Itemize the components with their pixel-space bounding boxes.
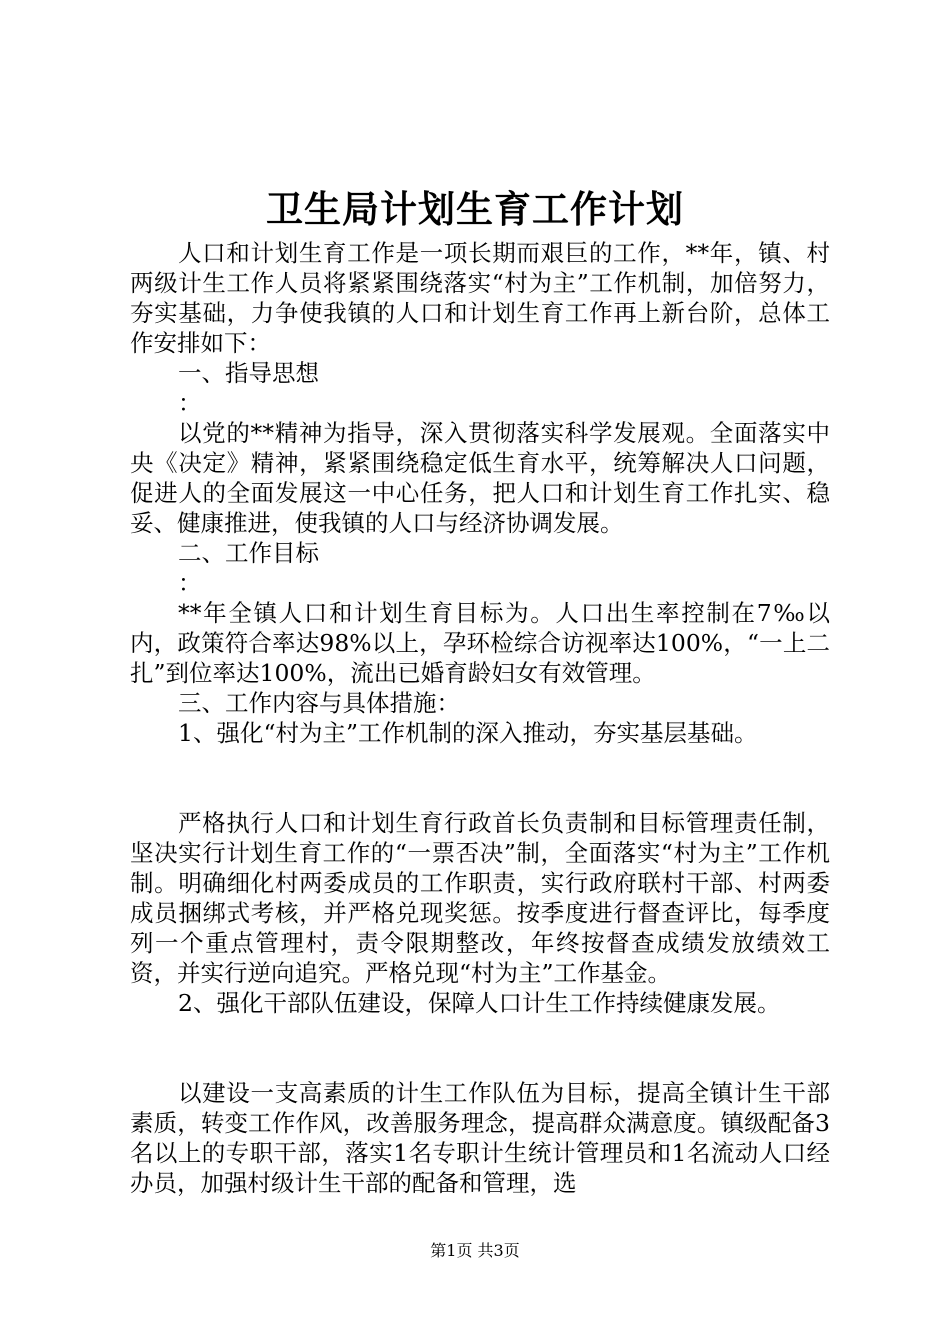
section-colon: ： xyxy=(178,389,202,417)
section-heading-work-measures: 三、工作内容与具体措施： xyxy=(178,689,460,717)
intro-paragraph: 人口和计划生育工作是一项长期而艰巨的工作，**年，镇、村两级计生工作人员将紧紧围绕落实“村为主”工作机制，加倍努力，夯实基础，力争使我镇的人口和计划生育工作再上新台阶，总体工作安排如下： xyxy=(130,239,830,357)
section-heading-guiding-ideology: 一、指导思想 xyxy=(178,359,319,387)
section-colon: ： xyxy=(178,569,202,597)
paragraph-gap xyxy=(130,748,830,808)
cadre-building-paragraph: 以建设一支高素质的计生工作队伍为目标，提高全镇计生干部素质，转变工作作风，改善服务理念，提高群众满意度。镇级配备3名以上的专职干部，落实1名专职计生统计管理员和1名流动人口经办员，加强村级计生干部的配备和管理，选 xyxy=(130,1079,830,1197)
guiding-ideology-paragraph: 以党的**精神为指导，深入贯彻落实科学发展观。全面落实中央《决定》精神，紧紧围绕稳定低生育水平，统筹解决人口问题，促进人的全面发展这一中心任务，把人口和计划生育工作扎实、稳妥、健康推进，使我镇的人口与经济协调发展。 xyxy=(130,419,830,537)
item-heading-village-mechanism: 1、强化“村为主”工作机制的深入推动，夯实基层基础。 xyxy=(178,719,758,747)
work-goals-paragraph: **年全镇人口和计划生育目标为。人口出生率控制在7‰以内，政策符合率达98%以上，孕环检综合访视率达100%，“一上二扎”到位率达100%，流出已婚育龄妇女有效管理。 xyxy=(130,599,830,687)
village-mechanism-paragraph: 严格执行人口和计划生育行政首长负责制和目标管理责任制，坚决实行计划生育工作的“一票否决”制，全面落实“村为主”工作机制。明确细化村两委成员的工作职责，实行政府联村干部、村两委成员捆绑式考核，并严格兑现奖惩。按季度进行督查评比，每季度列一个重点管理村，责令限期整改，年终按督查成绩发放绩效工资，并实行逆向追究。严格兑现“村为主”工作基金。 xyxy=(130,809,830,987)
item-heading-cadre-building: 2、强化干部队伍建设，保障人口计生工作持续健康发展。 xyxy=(178,989,781,1017)
document-body xyxy=(130,238,830,1198)
paragraph-gap xyxy=(130,1018,830,1078)
document-title: 卫生局计划生育工作计划 xyxy=(266,187,684,231)
page-number-footer: 第1页 共3页 xyxy=(430,1241,520,1260)
section-heading-work-goals: 二、工作目标 xyxy=(178,539,319,567)
